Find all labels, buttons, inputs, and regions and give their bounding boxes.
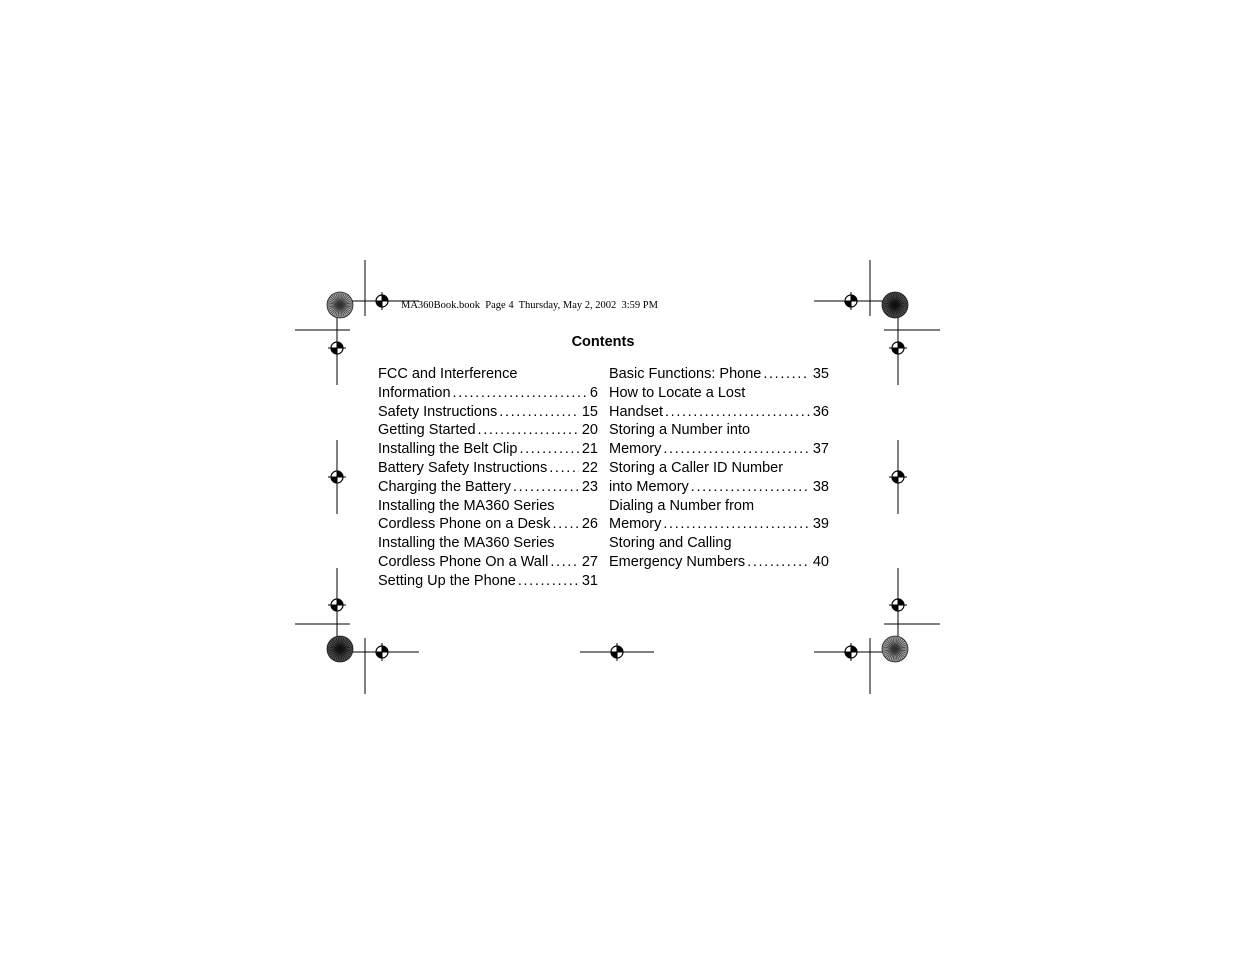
toc-page-number: 35 [812, 366, 829, 382]
color-bar-starburst [882, 636, 908, 662]
dot-leader [550, 553, 579, 572]
toc-entry-text: Storing a Number into [609, 422, 751, 439]
registration-mark [345, 643, 419, 661]
dot-leader [665, 403, 810, 422]
toc-column-left [378, 365, 598, 591]
toc-page-number: 31 [581, 572, 598, 589]
toc-entry [609, 421, 829, 459]
dot-leader [518, 572, 579, 591]
toc-entry-text: Storing and Calling [609, 535, 732, 552]
toc-entry [609, 384, 829, 422]
toc-entry-row [378, 384, 598, 403]
registration-mark [580, 643, 654, 661]
toc-entry-text: Getting Started [378, 422, 476, 439]
toc-entry-text: Installing the MA360 Series [378, 497, 555, 514]
registration-mark [889, 568, 907, 642]
dot-leader [478, 421, 579, 440]
registration-mark [889, 440, 907, 514]
registration-mark [814, 292, 888, 310]
dot-leader [499, 403, 579, 422]
toc-entry [378, 534, 598, 572]
toc-column-right [609, 365, 829, 572]
dot-leader [519, 440, 578, 459]
toc-page-number: 37 [812, 441, 829, 458]
toc-entry-row [378, 403, 598, 422]
toc-entry-text: Installing the Belt Clip [378, 441, 518, 458]
toc-entry-text: Memory [609, 441, 662, 458]
toc-entry-row [609, 478, 829, 497]
toc-entry-text: Dialing a Number from [609, 497, 755, 514]
toc-entry-row [378, 421, 598, 440]
toc-entry-text: Battery Safety Instructions [378, 459, 548, 476]
toc-entry [609, 459, 829, 497]
toc-entry-text: Installing the MA360 Series [378, 535, 555, 552]
toc-page-number: 39 [812, 516, 829, 533]
toc-entry-text: Memory [609, 516, 662, 533]
toc-entry [609, 534, 829, 572]
registration-mark [814, 643, 888, 661]
toc-page-number: 36 [812, 403, 829, 420]
toc-entry-text: Handset [609, 403, 664, 420]
toc-entry [378, 572, 598, 591]
print-header: MA360Book.book Page 4 Thursday, May 2, 2002 3:59 PM [401, 300, 658, 311]
toc-entry-text: Safety Instructions [378, 403, 498, 420]
registration-mark [328, 440, 346, 514]
toc-entry [378, 497, 598, 535]
toc-entry [378, 403, 598, 422]
toc-entry-row [378, 515, 598, 534]
toc-entry [378, 365, 598, 403]
toc-entry-row [378, 478, 598, 497]
toc-page-number: 40 [812, 553, 829, 570]
dot-leader [747, 553, 810, 572]
toc-entry [378, 421, 598, 440]
toc-entry [609, 365, 829, 384]
toc-entry [378, 440, 598, 459]
toc-page-number: 26 [581, 516, 598, 533]
toc-entry-row [609, 440, 829, 459]
toc-page-number: 6 [589, 384, 598, 401]
toc-entry-row [378, 459, 598, 478]
toc-entry-text: Emergency Numbers [609, 553, 746, 570]
toc-entry-row [609, 403, 829, 422]
toc-entry-text: Information [378, 384, 451, 401]
toc-entry-row [378, 440, 598, 459]
toc-page-number: 21 [581, 441, 598, 458]
color-bar-starburst [327, 636, 353, 662]
toc-entry [378, 478, 598, 497]
dot-leader [663, 440, 809, 459]
toc-entry-text: into Memory [609, 478, 689, 495]
toc-entry-row [378, 553, 598, 572]
toc-entry-row [609, 553, 829, 572]
toc-entry-text: How to Locate a Lost [609, 384, 746, 401]
toc-entry-text: Cordless Phone On a Wall [378, 553, 549, 570]
toc-entry-text: Basic Functions: Phone [609, 366, 762, 382]
dot-leader [763, 365, 810, 384]
toc-page-number: 20 [581, 422, 598, 439]
toc-page-number: 22 [581, 459, 598, 476]
toc-entry-row [609, 365, 829, 384]
registration-mark [328, 311, 346, 385]
color-bar-starburst [882, 292, 908, 318]
toc-page-number: 15 [581, 403, 598, 420]
color-bar-starburst [327, 292, 353, 318]
toc-page-number: 38 [812, 478, 829, 495]
toc-entry-text: Storing a Caller ID Number [609, 459, 784, 476]
toc-entry-text: Charging the Battery [378, 478, 511, 495]
dot-leader [513, 478, 579, 497]
dot-leader [553, 515, 579, 534]
toc-entry [609, 497, 829, 535]
toc-entry-row [378, 572, 598, 591]
registration-mark [328, 568, 346, 642]
dot-leader [663, 515, 809, 534]
page-title: Contents [571, 334, 635, 350]
toc-entry-row [609, 515, 829, 534]
dot-leader [691, 478, 810, 497]
toc-page-number: 23 [581, 478, 598, 495]
toc-entry-text: FCC and Interference [378, 366, 518, 382]
toc-entry-text: Cordless Phone on a Desk [378, 516, 551, 533]
toc-entry [378, 459, 598, 478]
registration-mark [889, 311, 907, 385]
dot-leader [453, 384, 587, 403]
toc-page-number: 27 [581, 553, 598, 570]
dot-leader [549, 459, 579, 478]
toc-entry-text: Setting Up the Phone [378, 572, 516, 589]
